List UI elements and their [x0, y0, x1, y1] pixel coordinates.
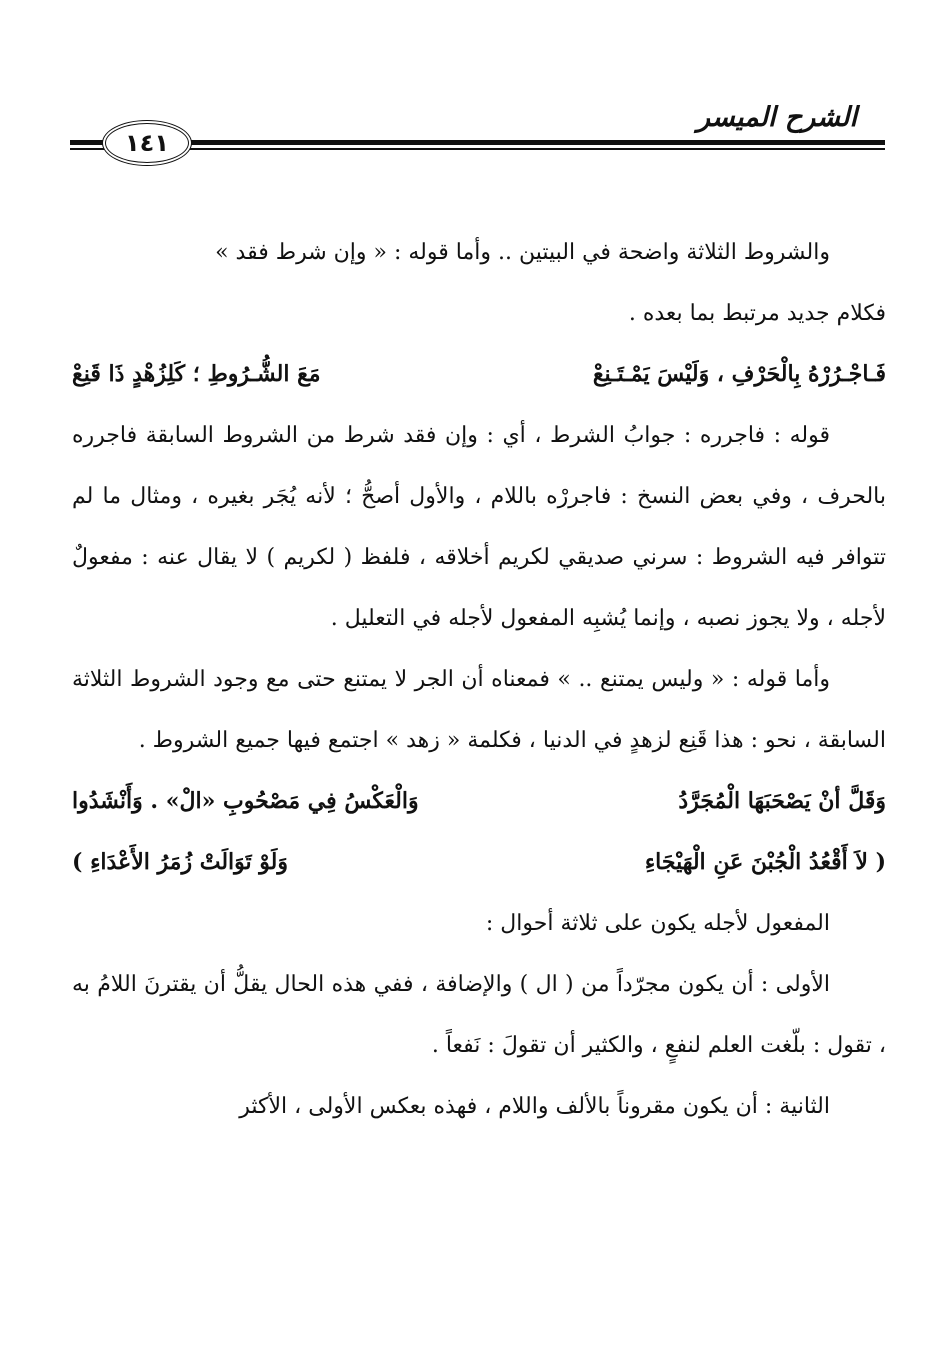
paragraph-6: الثانية : أن يكون مقروناً بالألف واللام ، فهذه بعكس الأولى ، الأكثر: [239, 1094, 830, 1119]
page-number-frame: [102, 120, 192, 166]
paragraph-3: وأما قوله : « وليس يمتنع .. » فمعناه أن الجر لا يمتنع حتى مع وجود الشروط الثلاثة السابقة ، نحو : هذا قَنِع لزهدٍ في الدنيا ، فكلمة « زهد » اجتمع فيها جميع الشروط .: [72, 667, 886, 753]
paragraph-5: الأولى : أن يكون مجرّداً من ( ال ) والإضافة ، ففي هذه الحال يقلُّ أن يقترنَ اللامُ به ، تقول : بلّغت العلم لنفعٍ ، والكثير أن تقولَ : نَفعاً .: [72, 972, 886, 1058]
verse-3-first-hemistich: ( لاَ أَقْعُدُ الْجُبْنَ عَنِ الْهَيْجَاءِ: [644, 849, 886, 875]
verse-3: [72, 832, 886, 893]
verse-2-second-hemistich: وَالْعَكْسُ فِي مَصْحُوبِ «الْ» . وَأَنْشَدُوا: [72, 788, 419, 814]
verse-1-second-hemistich: مَعَ الشُّـرُوطِ ؛ كَلِزُهْدٍ ذَا قَنِعْ: [72, 361, 321, 387]
verse-1: [72, 344, 886, 405]
paragraph-1-line-1: والشروط الثلاثة واضحة في البيتين .. وأما قوله : « وإن شرط فقد »: [215, 240, 830, 265]
verse-3-second-hemistich: وَلَوْ تَوَالَتْ زُمَرُ الأَعْدَاءِ ): [72, 849, 288, 875]
page-body: [72, 222, 886, 1137]
verse-1-first-hemistich: فَـاجْـرُرْهُ بِالْحَرْفِ ، وَلَيْسَ يَمْـتَـنِعْ: [592, 361, 886, 387]
paragraph-1-line-2: فكلام جديد مرتبط بما بعده .: [628, 301, 886, 326]
header-rule-thin: [70, 148, 885, 150]
page-number: ١٤١: [125, 129, 169, 157]
verse-2: [72, 771, 886, 832]
verse-2-first-hemistich: وَقَلَّ أنْ يَصْحَبَهَا الْمُجَرَّدُ: [678, 788, 886, 814]
paragraph-2: قوله : فاجرره : جوابُ الشرط ، أي : وإن فقد شرط من الشروط السابقة فاجرره بالحرف ، وفي بعض النسخ : فاجررْه باللام ، والأول أصحُّ ؛ لأنه يُجَر بغيره ، ومثال ما لم تتوافر فيه الشروط : سرني صديقي لكريم أخلاقه ، فلفظ ( لكريم ) لا يقال عنه : مفعولٌ لأجله ، ولا يجوز نصبه ، وإنما يُشبِه المفعول لأجله في التعليل .: [72, 423, 886, 631]
running-title: الشرح الميسر: [696, 102, 857, 133]
paragraph-4: المفعول لأجله يكون على ثلاثة أحوال :: [485, 911, 830, 936]
page-header: [70, 100, 885, 170]
header-rule-thick: [70, 140, 885, 145]
